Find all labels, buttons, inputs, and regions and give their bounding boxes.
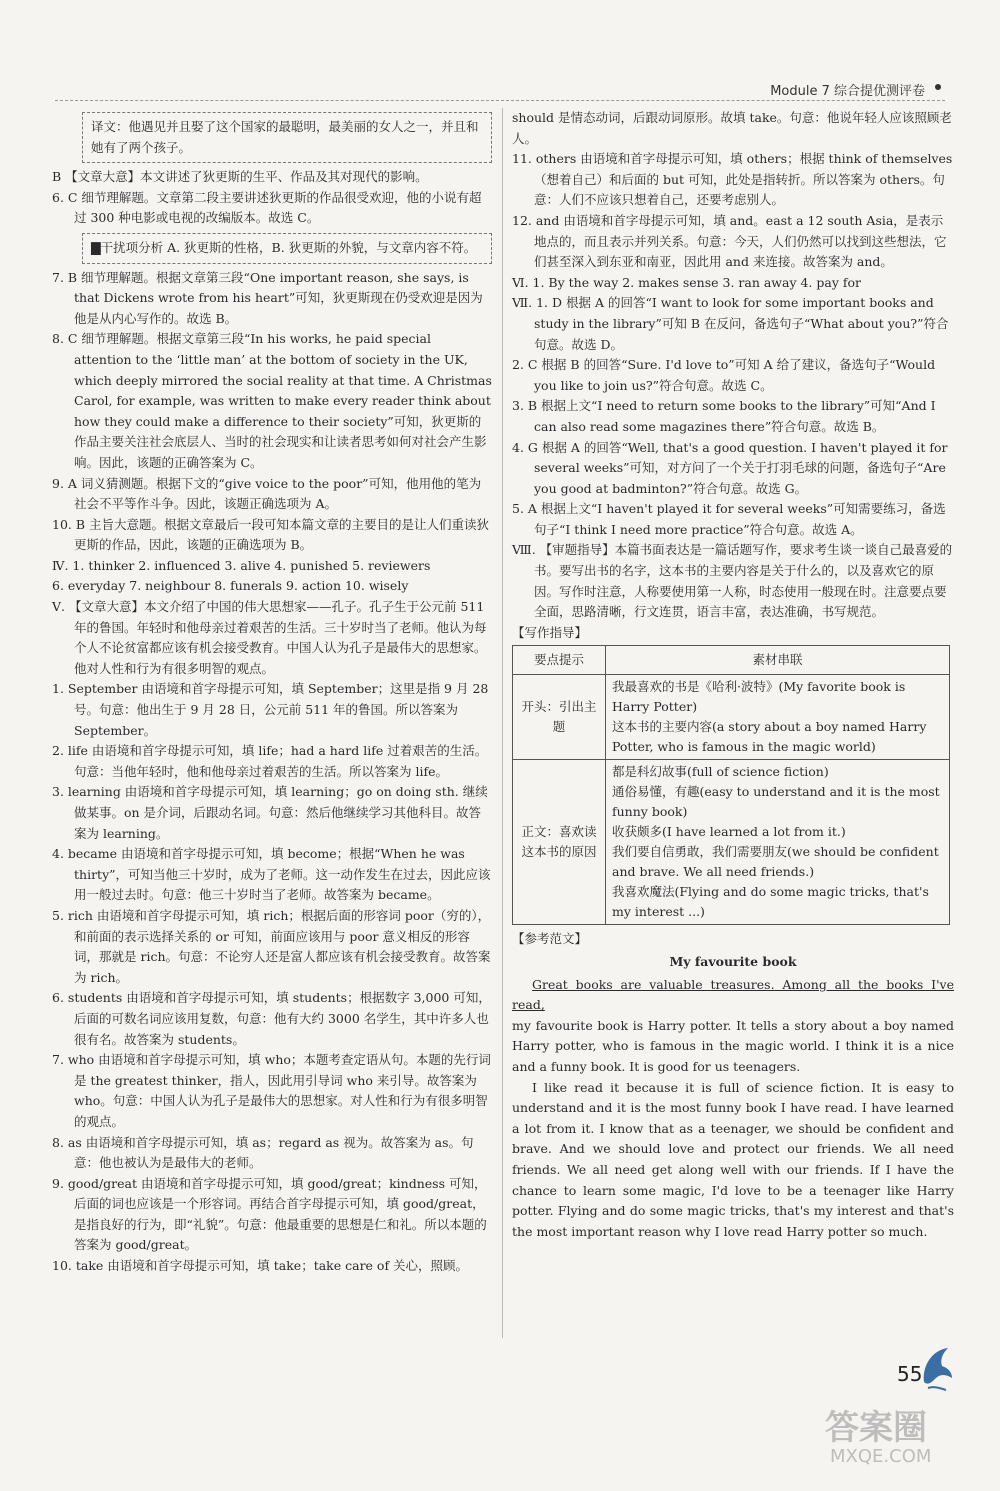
watermark-title: 答案圈 xyxy=(825,1408,927,1448)
answer-item: 12. and 由语境和首字母提示可知，填 and。east a 12 south Asia，是表示地点的，而且表示并列关系。句意：今天，人们仍然可以找到这些想法，它们甚至深入到东亚和南亚，因此用 and 来连接。故答案为 and。 xyxy=(512,212,947,270)
table-key-cell: 正文：喜欢读这本书的原因 xyxy=(513,760,606,925)
answer-item: B 【文章大意】本文讲述了狄更斯的生平、作品及其对现代的影响。 xyxy=(52,169,428,185)
table-header-row xyxy=(513,646,950,675)
table-row xyxy=(513,675,950,760)
essay-first-sentence: Great books are valuable treasures. Among all the books I've read, xyxy=(512,976,954,1013)
answer-item: Ⅴ. 【文章大意】本文介绍了中国的伟大思想家——孔子。孔子生于公元前 511 年的鲁国。年轻时和他母亲过着艰苦的生活。三十岁时当了老师。他认为每个人不论贫富都应该有机会接受教育。中国人认为孔子是最伟大的思想家。他对人性和行为有很多明智的观点。 xyxy=(52,599,487,676)
answer-item: 2. C 根据 B 的回答“Sure. I'd love to”可知 A 给了建议，备选句子“Would you like to join us?”符合句意。故选 C。 xyxy=(512,357,936,393)
left-column xyxy=(52,108,492,1277)
answer-item: should 是情态动词，后跟动词原形。故填 take。句意：他说年轻人应该照顾老人。 xyxy=(512,110,952,146)
answer-item: Ⅶ. 1. D 根据 A 的回答“I want to look for some important books and study in the library”可知 B 在反问，备选句子“What about you?”符合句意。故选 D。 xyxy=(512,295,949,352)
answer-item: 2. life 由语境和首字母提示可知，填 life；had a hard life 过着艰苦的生活。句意：当他年轻时，他和他母亲过着艰苦的生活。所以答案为 life。 xyxy=(52,743,488,779)
translation-box: 译文：他遇见并且娶了这个国家的最聪明，最美丽的女人之一，并且和她有了两个孩子。 xyxy=(82,112,492,163)
answer-item: 5. rich 由语境和首字母提示可知，填 rich；根据后面的形容词 poor（穷的），和前面的表示选择关系的 or 可知，前面应该用与 poor 意义相反的形容词，那就是 rich。句意：不论穷人还是富人都应该有机会接受教育。故答案为 rich。 xyxy=(52,907,491,985)
right-column xyxy=(512,108,954,1242)
table-row xyxy=(513,760,950,925)
watermark-url: MXQE.COM xyxy=(830,1446,932,1467)
essay-paragraph: I like read it because it is full of science fiction. It is easy to understand and it is the most funny book I have read. I have learned a lot from it. I know that as a teenager, we should be confident and brave. And we should love and protect our friends. We all need friends. We all need get along well with our friends. If I have the chance to learn some magic, I'd love to be a teenager like Harry potter. Flying and do some magic tricks, that's my interest and that's the most important reason why I love read Harry potter so much. xyxy=(512,1079,954,1239)
table-line: 都是科幻故事(full of science fiction) xyxy=(612,764,829,780)
table-line: 我们要自信勇敢，我们需要朋友(we should be confident and brave. We all need friends.) xyxy=(612,844,939,880)
essay-title: My favourite book xyxy=(669,954,797,970)
writing-guide-label: 【写作指导】 xyxy=(512,624,588,640)
answer-item: 3. learning 由语境和首字母提示可知，填 learning；go on doing sth. 继续做某事。on 是介词，后跟动名词。句意：然后他继续学习其他科目。故答案为 learning。 xyxy=(52,784,488,841)
column-divider xyxy=(502,108,503,1338)
answer-item: 11. others 由语境和首字母提示可知，填 others；根据 think of themselves（想着自己）和后面的 but 可知，此处是指转折。所以答案为 others。句意：人们不应该只想着自己，还要考虑别人。 xyxy=(512,151,953,208)
table-line: 通俗易懂，有趣(easy to understand and it is the most funny book) xyxy=(612,784,940,820)
answer-item: 9. good/great 由语境和首字母提示可知，填 good/great；kindness 可知，后面的词也应该是一个形容词。再结合首字母提示可知，填 good/great，是指良好的行为，即“礼貌”。句意：他最重要的思想是仁和礼。所以本题的答案为 good/great。 xyxy=(52,1175,487,1253)
answer-item: 4. G 根据 A 的回答“Well, that's a good question. I haven't played it for several weeks”可知，对方问了一个关于打羽毛球的问题，备选句子“Are you good at badminton?”符合句意。故选 G。 xyxy=(512,439,948,496)
table-line: 我最喜欢的书是《哈利·波特》(My favorite book is Harry Potter) xyxy=(612,679,906,715)
answer-item: Ⅳ. 1. thinker 2. influenced 3. alive 4. punished 5. reviewers xyxy=(52,557,431,573)
header-dot-icon xyxy=(935,84,941,90)
answer-item: 8. C 细节理解题。根据文章第三段“In his works, he paid special attention to the ‘little man’ at the bottom of society in the UK, which deeply mirrored the social reality at that time. A Christmas Carol, for example, was written to make every reader think about how they could make a difference to their society”可知，狄更斯的作品主要关注社会底层人、当时的社会现实和让读者思考如何对社会产生影响。因此，该题的正确答案为 C。 xyxy=(52,331,492,470)
answer-item: 7. B 细节理解题。根据文章第三段“One important reason, she says, is that Dickens wrote from his heart”可知，狄更斯现在仍受欢迎是因为他是从内心写作的。故选 B。 xyxy=(52,269,483,326)
page-header xyxy=(55,78,945,101)
sample-essay-label: 【参考范文】 xyxy=(512,931,588,947)
watermark xyxy=(820,1400,990,1480)
answer-item: 10. B 主旨大意题。根据文章最后一段可知本篇文章的主要目的是让人们重读狄更斯的作品，因此，该题的正确选项为 B。 xyxy=(52,516,490,553)
table-key-cell: 开头：引出主题 xyxy=(513,675,606,760)
distractor-analysis-box: ▇干扰项分析 A. 狄更斯的性格，B. 狄更斯的外貌，与文章内容不符。 xyxy=(82,233,492,264)
sample-essay xyxy=(512,952,954,1242)
answer-item: 5. A 根据上文“I haven't played it for several weeks”可知需要练习，备选句子“I think I need more practice”符合句意。故选 A。 xyxy=(512,501,946,537)
table-line: 我喜欢魔法(Flying and do some magic tricks, that's my interest ...) xyxy=(612,884,929,920)
writing-guide-table xyxy=(512,645,950,925)
dolphin-logo-icon xyxy=(918,1342,956,1394)
table-content-cell xyxy=(606,675,950,760)
answer-item: 4. became 由语境和首字母提示可知，填 become；根据“When he was thirty”，可知当他三十岁时，成为了老师。这一动作发生在过去，因此应该用一般过去时。句意：他三十岁时当了老师。故答案为 became。 xyxy=(52,846,491,903)
table-header-cell: 素材串联 xyxy=(606,646,950,675)
page-number: 55 xyxy=(897,1362,923,1386)
answer-item: 3. B 根据上文“I need to return some books to the library”可知“And I can also read some magazines there”符合句意。故选 B。 xyxy=(512,398,936,434)
table-line: 这本书的主要内容(a story about a boy named Harry Potter, who is famous in the magic world) xyxy=(612,719,927,755)
header-title: Module 7 综合提优测评卷 xyxy=(770,84,925,99)
answer-item: 9. A 词义猜测题。根据下文的“give voice to the poor”可知，他用他的笔为社会不平等作斗争。因此，该题正确选项为 A。 xyxy=(52,475,482,512)
answer-item: 6. everyday 7. neighbour 8. funerals 9. action 10. wisely xyxy=(52,578,409,594)
answer-item: 6. students 由语境和首字母提示可知，填 students；根据数字 3,000 可知，后面的可数名词应该用复数，句意：他有大约 3000 名学生，其中许多人也很有名。故答案为 students。 xyxy=(52,990,491,1047)
answer-item: 7. who 由语境和首字母提示可知，填 who；本题考查定语从句。本题的先行词是 the greatest thinker，指人，因此用引导词 who 来引导。故答案为 who。句意：中国人认为孔子是最伟大的思想家。对人性和行为有很多明智的观点。 xyxy=(52,1052,491,1129)
table-line: 收获颇多(I have learned a lot from it.) xyxy=(612,824,846,840)
answer-item: 10. take 由语境和首字母提示可知，填 take；take care of 关心，照顾。 xyxy=(52,1258,469,1274)
table-header-cell: 要点提示 xyxy=(513,646,606,675)
table-content-cell xyxy=(606,760,950,925)
answer-item: Ⅷ. 【审题指导】本篇书面表达是一篇话题写作，要求考生谈一谈自己最喜爱的书。要写出书的名字，这本书的主要内容是关于什么的，以及喜欢它的原因。写作时注意，人称要使用第一人称，时态使用一般现在时。注意要点要全面，思路清晰，行文连贯，语言丰富，表达准确，书写规范。 xyxy=(512,542,953,620)
essay-paragraph: my favourite book is Harry potter. It tells a story about a boy named Harry potter, who is famous in the magic world. I think it is a nice and a funny book. It is good for us teenagers. xyxy=(512,1017,954,1074)
answer-item: 6. C 细节理解题。文章第二段主要讲述狄更斯的作品很受欢迎，他的小说有超过 300 种电影或电视的改编版本。故选 C。 xyxy=(52,189,482,226)
answer-item: 1. September 由语境和首字母提示可知，填 September；这里是指 9 月 28 号。句意：他出生于 9 月 28 日，公元前 511 年的鲁国。所以答案为 September。 xyxy=(52,681,489,738)
answer-item: Ⅵ. 1. By the way 2. makes sense 3. ran away 4. pay for xyxy=(512,274,861,290)
answer-item: 8. as 由语境和首字母提示可知，填 as；regard as 视为。故答案为 as。句意：他也被认为是最伟大的老师。 xyxy=(52,1134,474,1171)
